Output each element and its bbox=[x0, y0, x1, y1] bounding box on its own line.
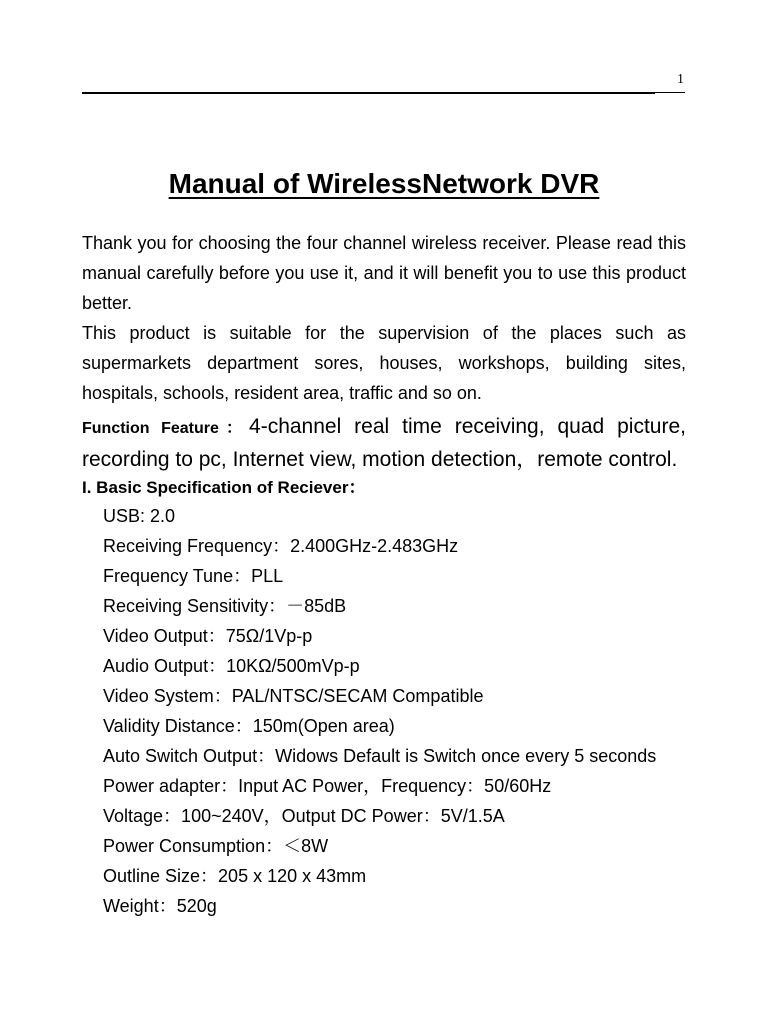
spec-item-validity-distance: Validity Distance：150m(Open area) bbox=[103, 716, 395, 736]
spec-item-audio-output: Audio Output：10KΩ/500mVp-p bbox=[103, 656, 360, 676]
spec-item-power-consumption: Power Consumption：＜8W bbox=[103, 836, 329, 856]
page-number: 1 bbox=[677, 72, 684, 87]
header-rule-tail bbox=[655, 92, 685, 93]
spec-item-receiving-sensitivity: Receiving Sensitivity：－85dB bbox=[103, 596, 347, 616]
spec-item-voltage: Voltage：100~240V，Output DC Power：5V/1.5A bbox=[103, 806, 505, 826]
spec-item-weight: Weight：520g bbox=[103, 896, 217, 916]
document-body bbox=[82, 228, 686, 921]
spec-item-frequency-tune: Frequency Tune：PLL bbox=[103, 566, 284, 586]
spec-item-receiving-frequency: Receiving Frequency：2.400GHz-2.483GHz bbox=[103, 536, 459, 556]
intro-paragraph-thanks: Thank you for choosing the four channel wireless receiver. Please read this manual carefully before you use it, and it will benefit you to use this product better. bbox=[82, 233, 686, 313]
spec-item-power-adapter: Power adapter：Input AC Power，Frequency：50/60Hz bbox=[103, 776, 552, 796]
spec-item-video-system: Video System：PAL/NTSC/SECAM Compatible bbox=[103, 686, 484, 706]
spec-item-video-output: Video Output：75Ω/1Vp-p bbox=[103, 626, 313, 646]
spec-list bbox=[82, 501, 686, 921]
document-title: Manual of WirelessNetwork DVR bbox=[168, 168, 600, 199]
intro-paragraph-usage: This product is suitable for the supervision of the places such as supermarkets department sores, houses, workshops, building sites, hospitals, schools, resident area, traffic and so on. bbox=[82, 323, 686, 403]
function-feature-label: Function Feature： bbox=[82, 420, 250, 437]
spec-item-outline-size: Outline Size：205 x 120 x 43mm bbox=[103, 866, 367, 886]
header-rule bbox=[82, 92, 655, 94]
spec-item-usb: USB: 2.0 bbox=[103, 506, 176, 526]
spec-section-heading: I. Basic Specification of Reciever： bbox=[82, 478, 366, 497]
function-feature-text: 4-channel real time receiving, quad picture, recording to pc, Internet view, motion detection，remote control. bbox=[82, 415, 686, 471]
spec-item-auto-switch-output: Auto Switch Output：Widows Default is Switch once every 5 seconds bbox=[103, 746, 657, 766]
function-feature-paragraph bbox=[82, 411, 686, 475]
